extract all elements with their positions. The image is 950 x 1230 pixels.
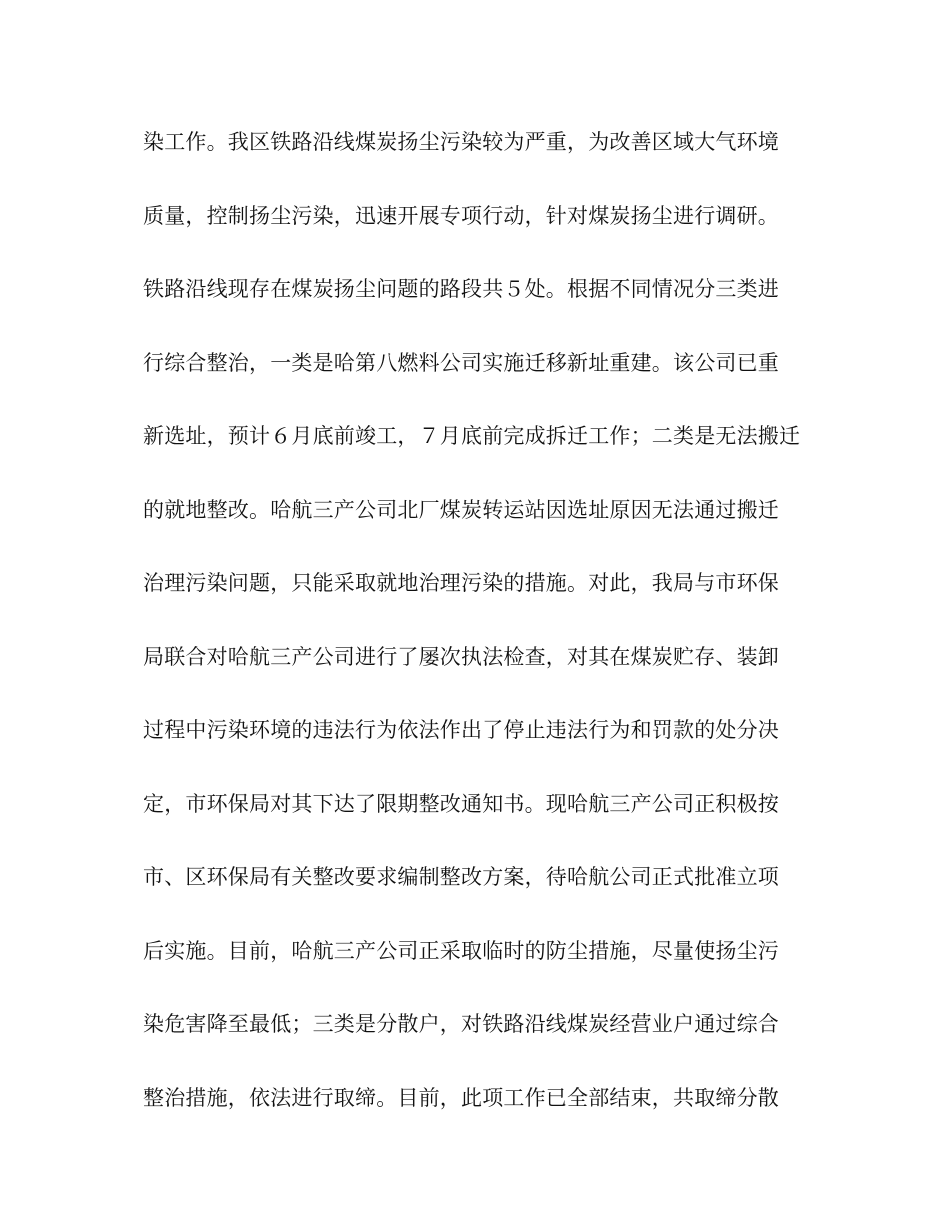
text-line: 染危害降至最低；三类是分散户，对铁路沿线煤炭经营业户通过综合: [143, 1012, 779, 1036]
text-line: 新选址，预计６月底前竣工，７月底前完成拆迁工作；二类是无法搬迁: [143, 424, 801, 448]
text-line: 定，市环保局对其下达了限期整改通知书。现哈航三产公司正积极按: [143, 791, 779, 816]
text-line: 铁路沿线现存在煤炭扬尘问题的路段共５处。根据不同情况分三类进: [143, 277, 779, 301]
text-line: 整治措施，依法进行取缔。目前，此项工作已全部结束，共取缔分散: [143, 1085, 779, 1110]
text-line: 后实施。目前，哈航三产公司正采取临时的防尘措施，尽量使扬尘污: [143, 938, 779, 963]
text-line: 市、区环保局有关整改要求编制整改方案，待哈航公司正式批准立项: [143, 865, 779, 889]
text-line: 过程中污染环境的违法行为依法作出了停止违法行为和罚款的处分决: [143, 718, 779, 742]
text-line: 的就地整改。哈航三产公司北厂煤炭转运站因选址原因无法通过搬迁: [143, 497, 779, 522]
text-line: 染工作。我区铁路沿线煤炭扬尘污染较为严重，为改善区域大气环境: [143, 130, 779, 154]
text-line: 质量，控制扬尘污染，迅速开展专项行动，针对煤炭扬尘进行调研。: [143, 203, 779, 228]
text-line: 治理污染问题，只能采取就地治理污染的措施。对此，我局与市环保: [143, 571, 779, 595]
body-text: [143, 122, 813, 1151]
text-line: 行综合整治，一类是哈第八燃料公司实施迁移新址重建。该公司已重: [143, 350, 779, 375]
text-line: 局联合对哈航三产公司进行了屡次执法检查，对其在煤炭贮存、装卸: [143, 644, 779, 669]
